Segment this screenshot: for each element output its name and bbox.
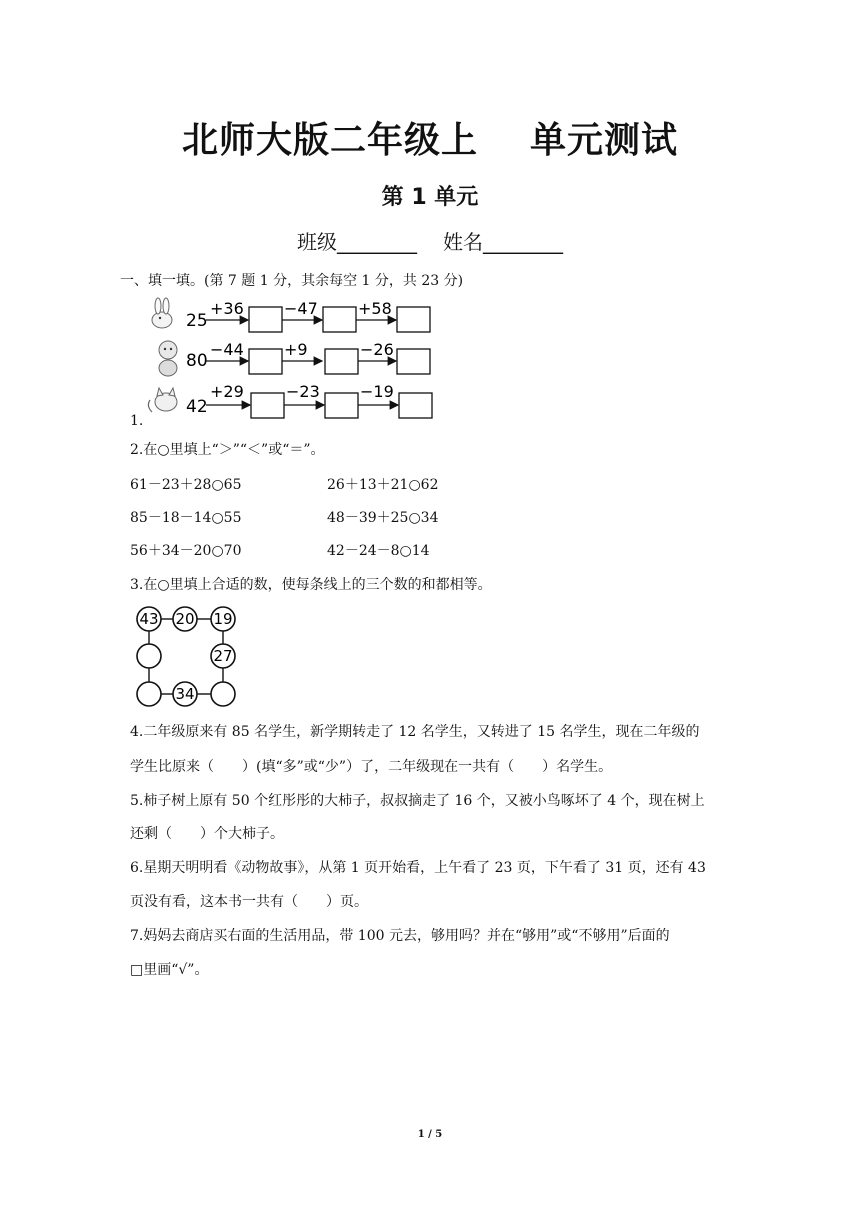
q4-line2: 学生比原来（ ）(填“多”或“少”）了，二年级现在一共有（ ）名学生。 (130, 759, 613, 775)
chain2-op3: −26 (360, 340, 394, 359)
q1-number: 1. (130, 413, 144, 429)
answer-box[interactable] (325, 393, 358, 418)
compare-expression[interactable]: 26＋13＋21○62 (327, 477, 439, 493)
chain3-start: 42 (186, 397, 208, 417)
circle-mid-right-value: 27 (213, 647, 233, 665)
number-chain-diagram (144, 294, 444, 422)
circle-bottom-left[interactable] (137, 682, 161, 706)
answer-box[interactable] (323, 307, 356, 332)
compare-expression[interactable]: 61－23＋28○65 (130, 477, 242, 493)
circle-mid-left[interactable] (137, 644, 161, 668)
answer-box[interactable] (249, 307, 282, 332)
chain1-op1: +36 (210, 299, 244, 318)
rabbit-icon (152, 298, 172, 328)
q7-line2: □里画“√”。 (130, 962, 209, 978)
chain3-op3: −19 (360, 382, 394, 401)
q7-line1: 7.妈妈去商店买右面的生活用品，带 100 元去，够用吗？并在“够用”或“不够用”后面的 (130, 928, 670, 944)
q6-line2: 页没有看，这本书一共有（ ）页。 (130, 894, 368, 910)
compare-expression[interactable]: 48－39＋25○34 (327, 510, 439, 526)
circle-top-right-value: 19 (213, 610, 233, 628)
chain1-op2: −47 (284, 299, 318, 318)
chain2-start: 80 (186, 351, 208, 371)
q3-prompt: 3.在○里填上合适的数，使每条线上的三个数的和都相等。 (130, 577, 492, 593)
monkey-icon (159, 341, 177, 376)
class-name-line (0, 226, 860, 255)
chain1-start: 25 (186, 311, 208, 331)
chain2-op2: +9 (284, 340, 308, 359)
page-title (0, 112, 860, 163)
compare-expression[interactable]: 85－18－14○55 (130, 510, 242, 526)
unit-subtitle: 第 1 单元 (381, 185, 479, 210)
answer-box[interactable] (251, 393, 284, 418)
q6-line1: 6.星期天明明看《动物故事》，从第 1 页开始看，上午看了 23 页，下午看了 31 页，还有 43 (130, 860, 706, 876)
chain2-op1: −44 (210, 340, 244, 359)
circle-top-mid-value: 20 (175, 610, 195, 628)
compare-expression[interactable]: 56＋34－20○70 (130, 543, 242, 559)
circle-bottom-right[interactable] (211, 682, 235, 706)
answer-box[interactable] (399, 393, 432, 418)
title-left: 北师大版二年级上 (181, 120, 478, 161)
title-right: 单元测试 (530, 120, 679, 161)
name-field[interactable]: 姓名________ (443, 230, 563, 254)
answer-box[interactable] (397, 349, 430, 374)
q5-line1: 5.柿子树上原有 50 个红彤彤的大柿子，叔叔摘走了 16 个，又被小鸟啄坏了 4 个，现在树上 (130, 793, 705, 809)
class-field[interactable]: 班级________ (297, 230, 417, 254)
chain1-op3: +58 (358, 299, 392, 318)
answer-box[interactable] (325, 349, 358, 374)
section-heading: 一、填一填。(第 7 题 1 分，其余每空 1 分，共 23 分) (120, 273, 464, 289)
q2-prompt: 2.在○里填上“＞”“＜”或“＝”。 (130, 442, 325, 458)
q5-line2: 还剩（ ）个大柿子。 (130, 826, 284, 842)
answer-box[interactable] (249, 349, 282, 374)
cat-icon (148, 388, 177, 412)
chain3-op1: +29 (210, 382, 244, 401)
circle-bottom-mid-value: 34 (175, 685, 195, 703)
answer-box[interactable] (397, 307, 430, 332)
chain3-op2: −23 (286, 382, 320, 401)
q4-line1: 4.二年级原来有 85 名学生，新学期转走了 12 名学生，又转进了 15 名学生，现在二年级的 (130, 724, 700, 740)
number-square-diagram (128, 604, 248, 716)
page-number: 1 / 5 (417, 1129, 443, 1140)
circle-top-left-value: 43 (139, 610, 159, 628)
compare-expression[interactable]: 42－24－8○14 (327, 543, 430, 559)
